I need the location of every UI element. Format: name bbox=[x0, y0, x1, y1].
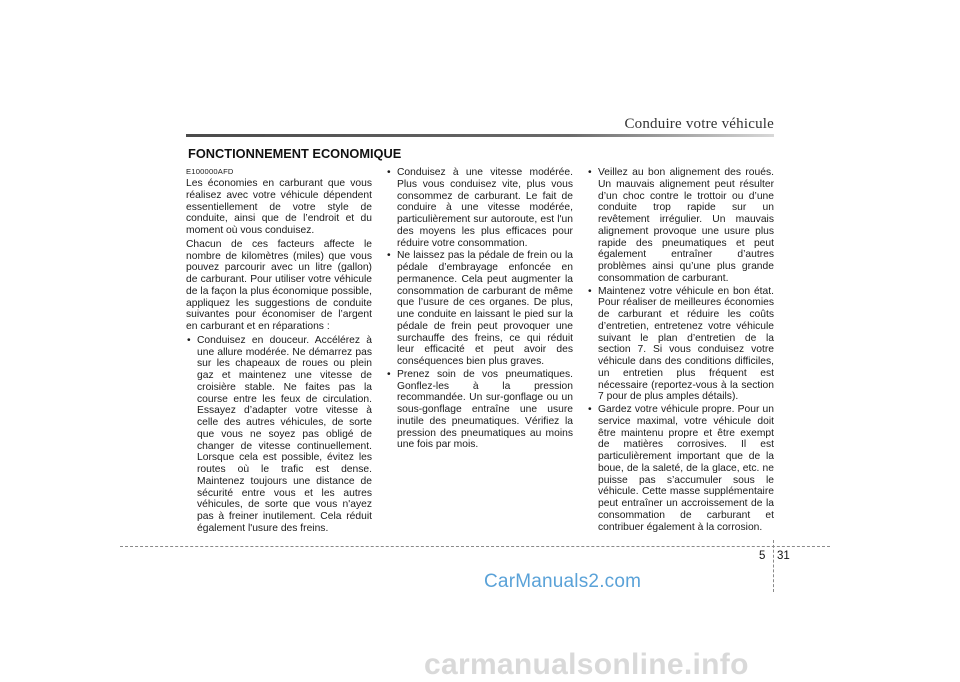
chapter-number: 5 bbox=[759, 550, 766, 562]
footer-rule bbox=[120, 546, 830, 547]
page-number: 31 bbox=[777, 550, 790, 562]
paragraph: Les économies en carburant que vous réalisez avec votre véhicule dépendent essentiellement de votre style de conduite, ainsi que de l’endroit et du moment où vous conduisez. bbox=[186, 178, 372, 236]
bullet-item: • Maintenez votre véhicule en bon état. Pour réaliser de meilleures économies de carburant et réduire les coûts d’entretien, entretenez votre véhicule suivant le plan d’entretien de la section 7. Si vous conduisez votre véhicule dans des conditions difficiles, un entretien plus fréquent est nécessaire (reportez-vous à la section 7 pour de plus amples détails). bbox=[587, 286, 774, 404]
bullet-item: • Gardez votre véhicule propre. Pour un service maximal, votre véhicule doit être maintenu propre et être exempt de matières corrosives. Il est particulièrement important que de la boue, de la saleté, de la glace, etc. ne puisse pas s’accumuler sous le véhicule. Cette masse supplémentaire peut entraîner un accroissement de la consommation de carburant et contribuer également à la corrosion. bbox=[587, 404, 774, 533]
page-divider bbox=[773, 540, 774, 592]
bullet-list bbox=[386, 167, 573, 451]
text-column-3 bbox=[587, 167, 774, 534]
watermark-carmanuals2[interactable]: CarManuals2.com bbox=[484, 571, 642, 592]
bullet-item: • Conduisez en douceur. Accélérez à une allure modérée. Ne démarrez pas sur les chapeaux de roues ou plein gaz et maintenez une vitesse de croisière stable. Ne faites pas la course entre les feux de circulation. Essayez d’adapter votre vitesse à celle des autres véhicules, de sorte que vous ne soyez pas obligé de changer de vitesse continuellement. Lorsque cela est possible, évitez les routes où le trafic est dense. Maintenez toujours une distance de sécurité entre vous et les autres véhicules, de sorte que vous n'ayez pas à freiner inutilement. Cela réduit également l'usure des freins. bbox=[186, 335, 372, 535]
paragraph: Chacun de ces facteurs affecte le nombre de kilomètres (miles) que vous pouvez parcourir avec un litre (gallon) de carburant. Pour utiliser votre véhicule de la façon la plus économique possible, appliquez les suggestions de conduite suivantes pour économiser de l’argent en carburant et en réparations : bbox=[186, 238, 372, 332]
section-heading: FONCTIONNEMENT ECONOMIQUE bbox=[188, 146, 402, 161]
bullet-item: • Ne laissez pas la pédale de frein ou la pédale d’embrayage enfoncée en permanence. Cela peut augmenter la consommation de carburant de même que l’usure de ces organes. De plus, une conduite en laissant le pied sur la pédale de frein peut provoquer une surchauffe des freins, ce qui réduit leur efficacité et peut avoir des conséquences bien plus graves. bbox=[386, 250, 573, 368]
bullet-list bbox=[186, 335, 372, 535]
bullet-item: • Prenez soin de vos pneumatiques. Gonflez-les à la pression recommandée. Un sur-gonflage ou un sous-gonflage entraîne une usure inutile des pneumatiques. Vérifiez la pression des pneumatiques au moins une fois par mois. bbox=[386, 369, 573, 451]
bullet-list bbox=[587, 167, 774, 533]
section-code: E100000AFD bbox=[186, 167, 234, 176]
text-column-2 bbox=[386, 167, 573, 452]
header-rule bbox=[186, 134, 774, 137]
watermark-carmanualsonline[interactable]: carmanualsonline.info bbox=[424, 648, 749, 681]
text-column-1 bbox=[186, 167, 372, 536]
chapter-title: Conduire votre véhicule bbox=[624, 116, 774, 132]
bullet-item: • Conduisez à une vitesse modérée. Plus vous conduisez vite, plus vous consommez de carburant. Le fait de conduire à une vitesse modérée, particulièrement sur autoroute, est l'un des moyens les plus efficaces pour réduire votre consommation. bbox=[386, 167, 573, 249]
bullet-item: • Veillez au bon alignement des roués. Un mauvais alignement peut résulter d’un choc contre le trottoir ou d’une conduite trop rapide sur un revêtement irrégulier. Un mauvais alignement provoque une usure plus rapide des pneumatiques et peut également entraîner d’autres problèmes ainsi qu’une plus grande consommation de carburant. bbox=[587, 167, 774, 285]
